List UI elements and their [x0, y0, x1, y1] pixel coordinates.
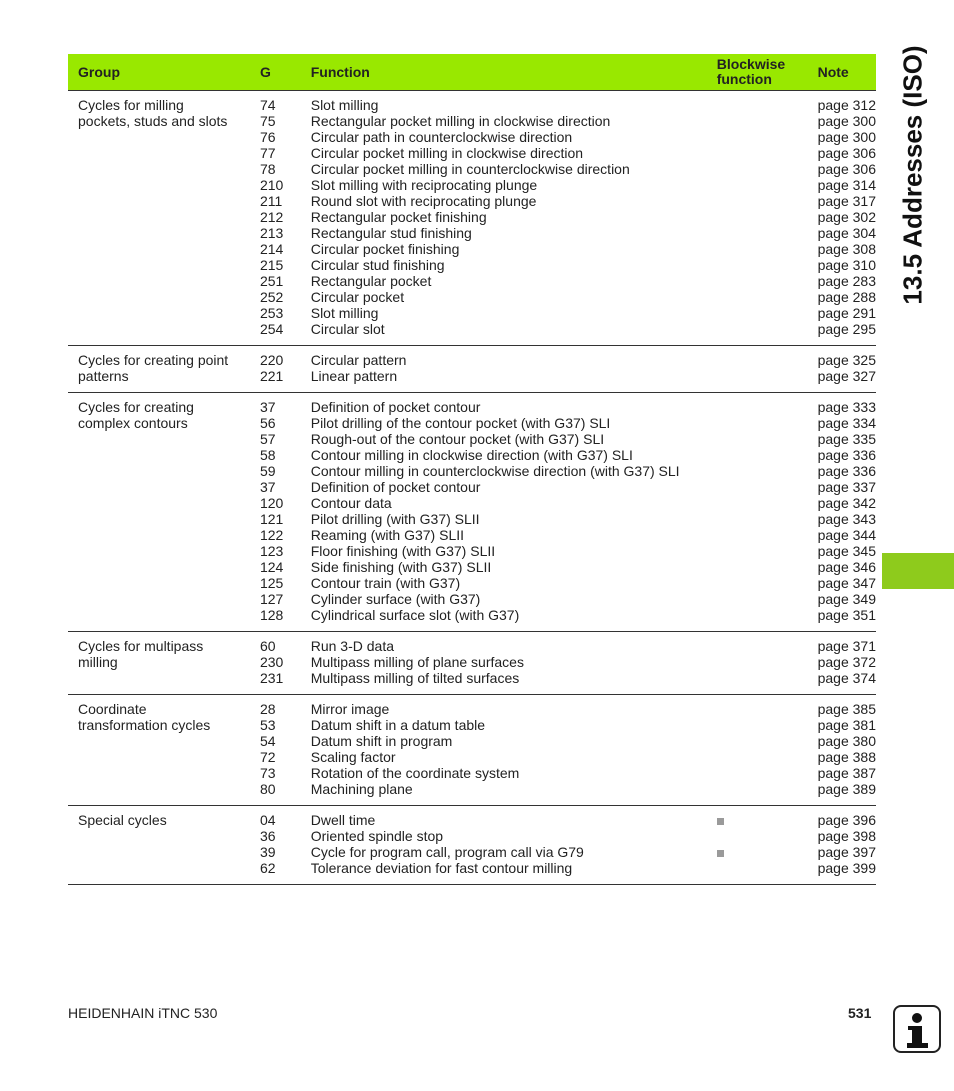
- page-reference: page 388: [817, 749, 876, 765]
- blockwise-indicator: [717, 97, 808, 113]
- function-name: Linear pattern: [310, 368, 398, 384]
- g-code: 78: [259, 161, 276, 177]
- g-code: 214: [259, 241, 284, 257]
- g-code: 211: [259, 193, 283, 209]
- blockwise-indicator: [717, 161, 808, 177]
- blockwise-indicator: [717, 591, 808, 607]
- function-name: Round slot with reciprocating plunge: [310, 193, 537, 209]
- blockwise-indicator: [717, 177, 808, 193]
- g-code: 221: [259, 368, 284, 384]
- blockwise-indicator: [717, 193, 808, 209]
- g-code: 60: [259, 638, 276, 654]
- page-reference: page 312: [817, 97, 876, 113]
- blockwise-indicator: [717, 463, 808, 479]
- page-reference: page 304: [817, 225, 876, 241]
- page-reference: page 343: [817, 511, 876, 527]
- g-code: 128: [259, 607, 284, 623]
- g-code: 124: [259, 559, 284, 575]
- g-code: 37: [259, 399, 276, 415]
- group-name-line: complex contours: [78, 415, 188, 431]
- page-reference: page 372: [817, 654, 876, 670]
- function-name: Datum shift in a datum table: [310, 717, 486, 733]
- note-cell: [808, 806, 876, 885]
- g-code: 122: [259, 527, 284, 543]
- blockwise-indicator: [717, 289, 808, 305]
- table-body: [68, 91, 876, 885]
- g-code: 230: [259, 654, 284, 670]
- page-reference: page 374: [817, 670, 876, 686]
- blockwise-indicator: [717, 399, 808, 415]
- group-name-line: patterns: [78, 368, 129, 384]
- page-reference: page 300: [817, 113, 876, 129]
- page-reference: page 334: [817, 415, 876, 431]
- page-reference: page 389: [817, 781, 876, 797]
- page-reference: page 310: [817, 257, 876, 273]
- function-name: Circular slot: [310, 321, 385, 337]
- page-reference: page 333: [817, 399, 876, 415]
- function-name: Cylindrical surface slot (with G37): [310, 607, 520, 623]
- g-code: 212: [259, 209, 284, 225]
- group-name-line: Cycles for creating: [78, 399, 194, 415]
- table-row: [68, 346, 876, 393]
- g-code: 37: [259, 479, 276, 495]
- g-code: 75: [259, 113, 276, 129]
- blockwise-indicator: [717, 129, 808, 145]
- g-code: 36: [259, 828, 276, 844]
- blockwise-indicator: [717, 765, 808, 781]
- function-name: Rectangular pocket milling in clockwise direction: [310, 113, 611, 129]
- page-reference: page 291: [817, 305, 876, 321]
- g-code: 123: [259, 543, 284, 559]
- blockwise-indicator: [717, 479, 808, 495]
- note-cell: [808, 91, 876, 346]
- g-code: 220: [259, 352, 284, 368]
- blockwise-cell: [707, 393, 808, 632]
- g-code-cell: [250, 393, 301, 632]
- g-code: 57: [259, 431, 276, 447]
- blockwise-indicator: [717, 305, 808, 321]
- blockwise-indicator: [717, 844, 808, 860]
- function-cell: [301, 632, 707, 695]
- blockwise-indicator: [717, 527, 808, 543]
- g-code: 253: [259, 305, 284, 321]
- blockwise-cell: [707, 632, 808, 695]
- function-name: Mirror image: [310, 701, 390, 717]
- page-reference: page 371: [817, 638, 876, 654]
- function-name: Definition of pocket contour: [310, 399, 481, 415]
- function-name: Floor finishing (with G37) SLII: [310, 543, 496, 559]
- g-code: 59: [259, 463, 276, 479]
- note-cell: [808, 695, 876, 806]
- function-cell: [301, 695, 707, 806]
- function-name: Cycle for program call, program call via G79: [310, 844, 584, 860]
- g-code: 77: [259, 145, 276, 161]
- function-cell: [301, 393, 707, 632]
- group-name-line: Cycles for creating point: [78, 352, 229, 368]
- g-code-cell: [250, 91, 301, 346]
- page-reference: page 288: [817, 289, 876, 305]
- group-cell: [68, 806, 250, 885]
- page-reference: page 399: [817, 860, 876, 876]
- g-code: 127: [259, 591, 284, 607]
- group-name-line: milling: [78, 654, 118, 670]
- g-code: 39: [259, 844, 276, 860]
- blockwise-indicator: [717, 749, 808, 765]
- blockwise-indicator: [717, 781, 808, 797]
- page-reference: page 336: [817, 447, 876, 463]
- section-title-text: 13.5 Addresses (ISO): [897, 45, 928, 305]
- blockwise-indicator: [717, 812, 808, 828]
- g-code: 121: [259, 511, 284, 527]
- function-name: Run 3-D data: [310, 638, 395, 654]
- group-cell: [68, 632, 250, 695]
- g-code: 231: [259, 670, 284, 686]
- page-reference: page 345: [817, 543, 876, 559]
- blockwise-indicator: [717, 654, 808, 670]
- blockwise-indicator: [717, 559, 808, 575]
- blockwise-indicator: [717, 860, 808, 876]
- blockwise-indicator: [717, 717, 808, 733]
- header-blockwise-line2: function: [716, 71, 772, 87]
- function-name: Multipass milling of tilted surfaces: [310, 670, 520, 686]
- function-name: Rough-out of the contour pocket (with G37) SLI: [310, 431, 605, 447]
- g-code: 125: [259, 575, 284, 591]
- function-name: Slot milling: [310, 305, 379, 321]
- page-reference: page 344: [817, 527, 876, 543]
- blockwise-indicator: [717, 241, 808, 257]
- page-reference: page 335: [817, 431, 876, 447]
- blockwise-cell: [707, 806, 808, 885]
- function-name: Machining plane: [310, 781, 413, 797]
- function-name: Oriented spindle stop: [310, 828, 444, 844]
- iso-cycles-table: [68, 54, 876, 885]
- chapter-tab-marker: [882, 553, 954, 589]
- page-reference: page 396: [817, 812, 876, 828]
- note-cell: [808, 393, 876, 632]
- function-name: Circular pattern: [310, 352, 407, 368]
- blockwise-indicator: [717, 209, 808, 225]
- group-name-line: Special cycles: [78, 812, 167, 828]
- blockwise-cell: [707, 91, 808, 346]
- blockwise-indicator: [717, 415, 808, 431]
- g-code: 254: [259, 321, 284, 337]
- table-row: [68, 393, 876, 632]
- g-code: 62: [259, 860, 276, 876]
- g-code: 53: [259, 717, 276, 733]
- page-reference: page 337: [817, 479, 876, 495]
- page-reference: page 347: [817, 575, 876, 591]
- blockwise-indicator: [717, 257, 808, 273]
- blockwise-indicator: [717, 321, 808, 337]
- blockwise-indicator: [717, 575, 808, 591]
- header-note: Note: [808, 54, 876, 91]
- blockwise-cell: [707, 695, 808, 806]
- g-code-cell: [250, 695, 301, 806]
- group-name-line: Cycles for milling: [78, 97, 184, 113]
- function-name: Datum shift in program: [310, 733, 453, 749]
- note-cell: [808, 632, 876, 695]
- function-name: Rotation of the coordinate system: [310, 765, 520, 781]
- table-row: [68, 632, 876, 695]
- page-reference: page 283: [817, 273, 876, 289]
- table-row: [68, 806, 876, 885]
- function-name: Tolerance deviation for fast contour milling: [310, 860, 573, 876]
- page-reference: page 336: [817, 463, 876, 479]
- group-cell: [68, 346, 250, 393]
- blockwise-indicator: [717, 352, 808, 368]
- table-row: [68, 91, 876, 346]
- page-reference: page 349: [817, 591, 876, 607]
- blockwise-indicator: [717, 145, 808, 161]
- blockwise-indicator: [717, 701, 808, 717]
- blockwise-indicator: [717, 828, 808, 844]
- blockwise-indicator: [717, 638, 808, 654]
- function-cell: [301, 91, 707, 346]
- page-reference: page 306: [817, 161, 876, 177]
- blockwise-indicator: [717, 447, 808, 463]
- g-code: 72: [259, 749, 276, 765]
- group-name-line: pockets, studs and slots: [78, 113, 228, 129]
- group-name-line: transformation cycles: [78, 717, 211, 733]
- page-reference: page 327: [817, 368, 876, 384]
- table-row: [68, 695, 876, 806]
- g-code: 251: [259, 273, 284, 289]
- function-name: Reaming (with G37) SLII: [310, 527, 465, 543]
- header-function: Function: [301, 54, 707, 91]
- page-reference: page 380: [817, 733, 876, 749]
- function-name: Multipass milling of plane surfaces: [310, 654, 524, 670]
- page-reference: page 351: [817, 607, 876, 623]
- function-name: Rectangular pocket finishing: [310, 209, 487, 225]
- g-code: 54: [259, 733, 276, 749]
- g-code-cell: [250, 346, 301, 393]
- page-reference: page 325: [817, 352, 876, 368]
- g-code: 120: [259, 495, 284, 511]
- function-name: Slot milling with reciprocating plunge: [310, 177, 538, 193]
- g-code: 80: [259, 781, 276, 797]
- function-name: Cylinder surface (with G37): [310, 591, 481, 607]
- table-header: [68, 54, 876, 91]
- g-code: 252: [259, 289, 284, 305]
- page-reference: page 300: [817, 129, 876, 145]
- function-name: Contour milling in counterclockwise direction (with G37) SLI: [310, 463, 680, 479]
- function-name: Circular pocket milling in clockwise direction: [310, 145, 584, 161]
- blockwise-indicator: [717, 670, 808, 686]
- header-blockwise-line1: Blockwise: [716, 56, 786, 72]
- page-reference: page 397: [817, 844, 876, 860]
- page-reference: page 314: [817, 177, 876, 193]
- page-reference: page 381: [817, 717, 876, 733]
- g-code: 58: [259, 447, 276, 463]
- page-reference: page 385: [817, 701, 876, 717]
- g-code: 56: [259, 415, 276, 431]
- g-code: 73: [259, 765, 276, 781]
- g-code: 213: [259, 225, 284, 241]
- group-cell: [68, 695, 250, 806]
- page-reference: page 387: [817, 765, 876, 781]
- info-icon: [893, 1005, 941, 1053]
- function-name: Side finishing (with G37) SLII: [310, 559, 492, 575]
- g-code: 74: [259, 97, 276, 113]
- blockwise-indicator: [717, 733, 808, 749]
- blockwise-indicator: [717, 431, 808, 447]
- blockwise-square-icon: [717, 818, 724, 825]
- group-name-line: Coordinate: [78, 701, 147, 717]
- function-name: Definition of pocket contour: [310, 479, 481, 495]
- function-name: Pilot drilling (with G37) SLII: [310, 511, 480, 527]
- note-cell: [808, 346, 876, 393]
- blockwise-indicator: [717, 225, 808, 241]
- group-cell: [68, 393, 250, 632]
- blockwise-indicator: [717, 273, 808, 289]
- function-name: Slot milling: [310, 97, 379, 113]
- function-name: Scaling factor: [310, 749, 396, 765]
- page-reference: page 342: [817, 495, 876, 511]
- header-group: Group: [68, 54, 250, 91]
- function-name: Rectangular stud finishing: [310, 225, 472, 241]
- page-reference: page 346: [817, 559, 876, 575]
- g-code: 215: [259, 257, 284, 273]
- function-name: Circular path in counterclockwise direction: [310, 129, 573, 145]
- function-name: Circular pocket: [310, 289, 405, 305]
- blockwise-indicator: [717, 543, 808, 559]
- page-reference: page 295: [817, 321, 876, 337]
- blockwise-indicator: [717, 511, 808, 527]
- page-reference: page 306: [817, 145, 876, 161]
- function-name: Circular stud finishing: [310, 257, 445, 273]
- page-reference: page 317: [817, 193, 876, 209]
- header-g: G: [250, 54, 301, 91]
- group-name-line: Cycles for multipass: [78, 638, 204, 654]
- g-code-cell: [250, 806, 301, 885]
- function-cell: [301, 346, 707, 393]
- function-name: Pilot drilling of the contour pocket (with G37) SLI: [310, 415, 611, 431]
- function-name: Contour data: [310, 495, 392, 511]
- page-reference: page 398: [817, 828, 876, 844]
- g-code-cell: [250, 632, 301, 695]
- function-name: Circular pocket milling in counterclockwise direction: [310, 161, 630, 177]
- group-cell: [68, 91, 250, 346]
- function-name: Circular pocket finishing: [310, 241, 460, 257]
- function-name: Contour milling in clockwise direction (with G37) SLI: [310, 447, 633, 463]
- function-name: Contour train (with G37): [310, 575, 461, 591]
- function-cell: [301, 806, 707, 885]
- page-reference: page 308: [817, 241, 876, 257]
- page-reference: page 302: [817, 209, 876, 225]
- g-code: 28: [259, 701, 276, 717]
- section-title-vertical: [878, 40, 948, 310]
- function-name: Dwell time: [310, 812, 376, 828]
- blockwise-indicator: [717, 368, 808, 384]
- page-number: 531: [848, 1005, 872, 1021]
- blockwise-indicator: [717, 607, 808, 623]
- blockwise-square-icon: [717, 850, 724, 857]
- header-blockwise: [707, 54, 808, 91]
- blockwise-cell: [707, 346, 808, 393]
- blockwise-indicator: [717, 113, 808, 129]
- g-code: 76: [259, 129, 276, 145]
- blockwise-indicator: [717, 495, 808, 511]
- g-code: 04: [259, 812, 276, 828]
- footer-product: HEIDENHAIN iTNC 530: [68, 1005, 218, 1021]
- function-name: Rectangular pocket: [310, 273, 432, 289]
- g-code: 210: [259, 177, 284, 193]
- header-row: [68, 54, 876, 91]
